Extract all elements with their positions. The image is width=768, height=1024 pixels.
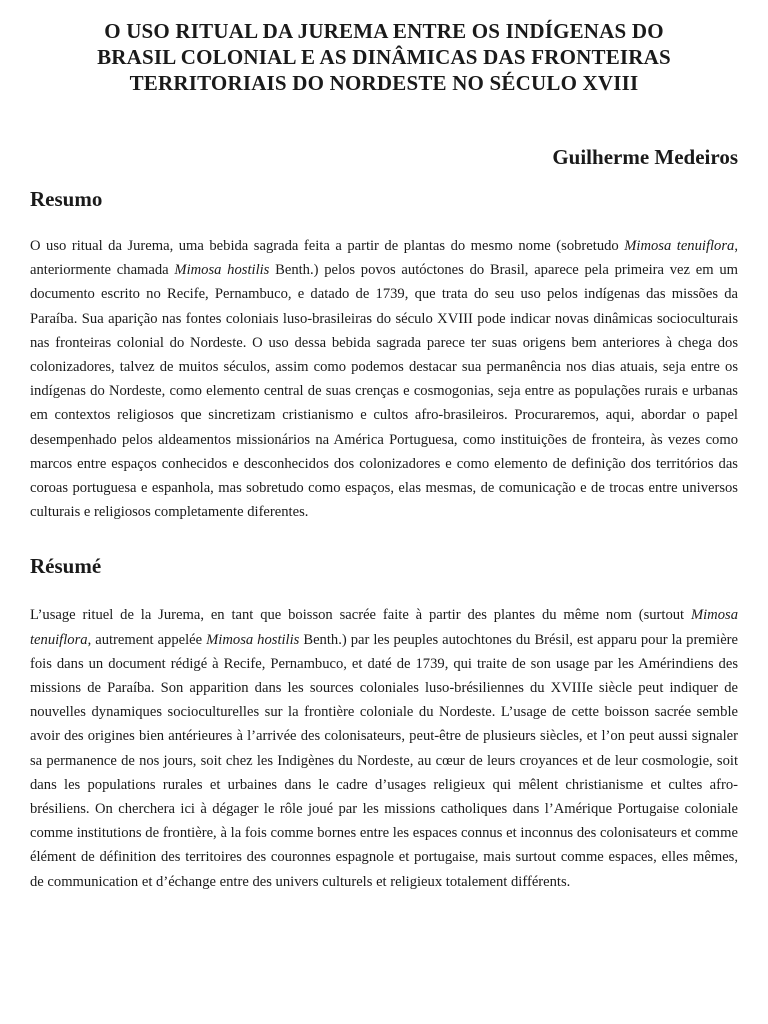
resumo-text-1: O uso ritual da Jurema, uma bebida sagrada feita a partir de plantas do mesmo nome (sobretudo [30, 238, 625, 254]
resume-text-3: Benth.) par les peuples autochtones du Brésil, est apparu pour la première fois dans un document rédigé à Recife, Pernambuco, et daté de 1739, qui traite de son usage par les Amérindiens des missions de Paraíba. Son apparition dans les sources coloniales luso-brésiliennes du XVIIIe siècle peut indiquer de nouvelles dynamiques socioculturelles sur la frontière coloniale du Nordeste. L’usage de cette boisson sacrée semble avoir des origines bien antérieures à l’arrivée des colonisateurs, peut-être de plusieurs siècles, et l’on peut aussi signaler sa permanence de nos jours, soit chez les Indigènes du Nordeste, au cœur de leurs croyances et de leur cosmologie, soit dans les populations rurales et urbaines dans le cadre d’usages religieux qui mêlent christianisme et cultes afro-brésiliens. On cherchera ici à dégager le rôle joué par les missions catholiques dans l’Amérique Portugaise coloniale comme institutions de frontière, à la fois comme bornes entre les espaces connus et inconnus des colonisateurs et comme élément de définition des territoires des couronnes espagnole et portugaise, mais surtout comme espaces, elles mêmes, de communication et d’échange entre des univers culturels et religieux totalement différents. [30, 631, 739, 890]
resume-species-2: Mimosa hostilis [206, 631, 300, 648]
resume-text-2: , autrement appelée [87, 631, 207, 648]
paper-title [30, 18, 738, 96]
resumo-species-2: Mimosa hostilis [174, 262, 270, 279]
resume-heading: Résumé [30, 554, 102, 579]
resume-text-1: L’usage rituel de la Jurema, en tant que boisson sacrée faite à partir des plantes du même nom (surtout [30, 607, 691, 624]
resumo-text-2: , anteriormente chamada [30, 238, 738, 279]
resumo-species-1: Mimosa tenuiflora [624, 238, 735, 254]
title-line-2: BRASIL COLONIAL E AS DINÂMICAS DAS FRONTEIRAS [97, 45, 671, 69]
title-line-1: O USO RITUAL DA JUREMA ENTRE OS INDÍGENAS DO [104, 19, 664, 43]
resume-paragraph [30, 603, 738, 893]
author-name: Guilherme Medeiros [552, 145, 738, 169]
paper-page [30, 18, 738, 894]
resumo-paragraph [30, 234, 738, 524]
title-line-3: TERRITORIAIS DO NORDESTE NO SÉCULO XVIII [129, 71, 639, 95]
resumo-heading: Resumo [30, 187, 103, 211]
resume-species-1: Mimosa tenuiflora [30, 607, 738, 648]
resumo-text-3: Benth.) pelos povos autóctones do Brasil, aparece pela primeira vez em um documento escrito no Recife, Pernambuco, e datado de 1739, que trata do seu uso pelos indígenas das missões da Paraíba. Sua aparição nas fontes coloniais luso-brasileiras do século XVIII pode indicar novas dinâmicas socioculturais nas fronteiras colonial do Nordeste. O uso dessa bebida sagrada parece ter suas origens bem anteriores à chega dos colonizadores, talvez de muitos séculos, assim como podemos destacar sua permanência nos dias atuais, seja entre os indígenas do Nordeste, como elemento central de suas crenças e cosmogonias, seja entre as populações rurais e urbanas em contextos religiosos que sincretizam cristianismo e cultos afro-brasileiros. Procuraremos, aqui, abordar o papel desempenhado pelos aldeamentos missionários na América Portuguesa, como instituições de fronteira, às vezes como marcos entre espaços conhecidos e desconhecidos dos colonizadores e como elemento de definição dos territórios das coroas portuguesa e espanhola, mas sobretudo como espaços, elas mesmas, de comunicação e de trocas entre universos culturais e religiosos completamente diferentes. [30, 262, 739, 521]
